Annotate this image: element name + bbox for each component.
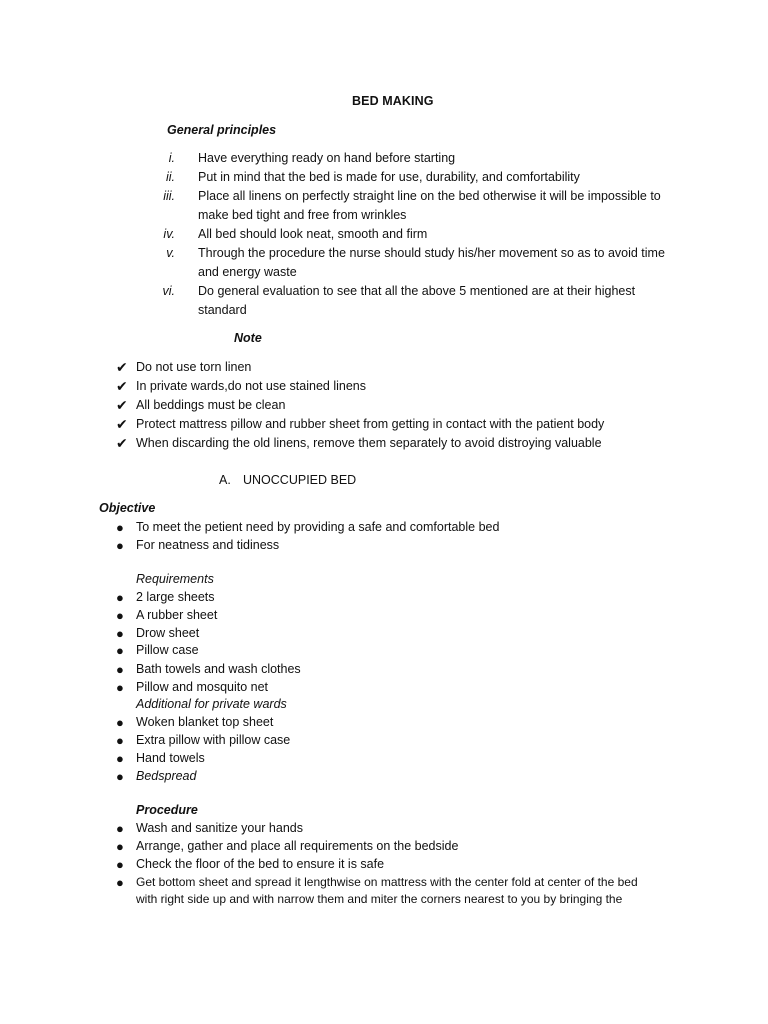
checkmark-icon: ✔ [116,378,128,394]
requirement-item: A rubber sheet [136,608,218,622]
bullet-icon: ● [116,821,124,836]
bullet-icon: ● [116,733,124,748]
bullet-icon: ● [116,608,124,623]
procedure-item: Get bottom sheet and spread it lengthwise on mattress with the center fold at center of the bed [136,875,638,889]
procedure-item: Check the floor of the bed to ensure it is safe [136,857,385,871]
bullet-icon: ● [116,875,124,890]
requirement-item: Pillow and mosquito net [136,680,269,694]
note-item: All beddings must be clean [136,398,286,412]
procedure-item-continued: with right side up and with narrow them and miter the corners nearest to you by bringing the [136,892,623,906]
bullet-icon: ● [116,590,124,605]
bullet-icon: ● [116,751,124,766]
principle-text: Place all linens on perfectly straight line on the bed otherwise it will be impossible to [198,189,661,203]
checkmark-icon: ✔ [116,359,128,375]
principle-number: iii. [163,189,175,203]
principle-number: iv. [163,227,175,241]
principle-text: All bed should look neat, smooth and firm [198,227,428,241]
bullet-icon: ● [116,769,124,784]
procedure-item: Arrange, gather and place all requirements on the bedside [136,839,459,853]
bullet-icon: ● [116,715,124,730]
section-title: UNOCCUPIED BED [243,473,357,487]
note-item: Protect mattress pillow and rubber sheet from getting in contact with the patient body [136,417,605,431]
principle-text-continued: make bed tight and free from wrinkles [198,208,407,222]
principle-text-continued: and energy waste [198,265,297,279]
principle-text: Put in mind that the bed is made for use, durability, and comfortability [198,170,580,184]
principle-number: v. [166,246,175,260]
requirement-item: Hand towels [136,751,205,765]
principle-number: i. [168,151,175,165]
additional-heading: Additional for private wards [136,697,287,711]
note-heading: Note [234,331,262,345]
checkmark-icon: ✔ [116,435,128,451]
checkmark-icon: ✔ [116,397,128,413]
principle-number: vi. [162,284,175,298]
checkmark-icon: ✔ [116,416,128,432]
bullet-icon: ● [116,626,124,641]
requirement-item: Woken blanket top sheet [136,715,274,729]
requirement-item: Drow sheet [136,626,200,640]
note-item: Do not use torn linen [136,360,252,374]
requirement-item: Bedspread [136,769,197,783]
principle-text: Do general evaluation to see that all the above 5 mentioned are at their highest [198,284,636,298]
bullet-icon: ● [116,680,124,695]
requirement-item: Pillow case [136,643,199,657]
page-title: BED MAKING [352,94,434,108]
principle-number: ii. [165,170,175,184]
bullet-icon: ● [116,538,124,553]
requirement-item: Bath towels and wash clothes [136,662,301,676]
general-principles-heading: General principles [167,123,277,137]
bullet-icon: ● [116,520,124,535]
objective-item: For neatness and tidiness [136,538,280,552]
bullet-icon: ● [116,839,124,854]
objective-heading: Objective [99,501,156,515]
principle-text: Through the procedure the nurse should study his/her movement so as to avoid time [198,246,665,260]
procedure-item: Wash and sanitize your hands [136,821,303,835]
procedure-heading: Procedure [136,803,198,817]
bullet-icon: ● [116,857,124,872]
objective-item: To meet the petient need by providing a safe and comfortable bed [136,520,500,534]
principle-text: Have everything ready on hand before starting [198,151,456,165]
section-label: A. [219,473,231,487]
principle-text-continued: standard [198,303,247,317]
note-item: When discarding the old linens, remove them separately to avoid distroying valuable [136,436,602,450]
requirements-heading: Requirements [136,572,214,586]
bullet-icon: ● [116,643,124,658]
note-item: In private wards,do not use stained linens [136,379,366,393]
bullet-icon: ● [116,662,124,677]
requirement-item: 2 large sheets [136,590,215,604]
requirement-item: Extra pillow with pillow case [136,733,291,747]
